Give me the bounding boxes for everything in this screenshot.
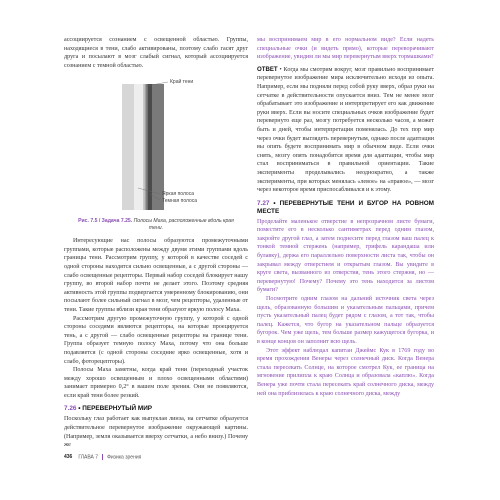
section-number: 7.27 [257, 199, 270, 207]
mach-bands-figure [64, 76, 248, 216]
section-heading [257, 200, 434, 216]
mach-bands-image [64, 76, 248, 216]
label-bright-band: Яркая полоса [162, 191, 194, 198]
footer-divider [102, 454, 103, 460]
answer-paragraph [257, 66, 434, 195]
chapter-label: ГЛАВА 7 [78, 454, 99, 461]
label-shadow-edge: Край тени [170, 79, 194, 86]
answer-label: ОТВЕТ [257, 65, 278, 73]
paragraph: ассоциируется сознанием с освещенной областью. Группы, находящиеся в тени, слабо активированы, поэтому слабо гасят друг друга и посылают в мозг слабый сигнал, который ассоциируется сознанием с темной областью. [64, 37, 248, 69]
section-heading [64, 405, 248, 413]
paragraph: Интересующие нас полосы образуются промежуточными группами, которые расположены между двумя этими группами вдоль границы тени. Рассмотрим группу, у которой в качестве соседей с одной стороны находятся сильно освещенные, а с другой стороны — слабо освещенные рецепторы. Первый набор соседей блокирует нашу группу, во второй набор почти не делает этого. Поэтому средняя активность этой группы подвергается умеренному блокированию, они посылают более сильный сигнал в мозг, чем рецепторы, удаленные от тени. Такие группы вблизи края тени образуют яркую полосу Маха. [64, 238, 248, 313]
problem-paragraph: Этот эффект наблюдал капитан Джеймс Кук в 1769 году во время прохождения Венеры через солнечный диск. Когда Венера стала пересекать Солнце, на которое смотрел Кук, ее граница на мгновение прилипла к краю Солнца и образовала «каплю». Когда Венера уже почти стала пересекать край солнечного диска, между ней она приблизилась к краю солнечного диска, между [257, 347, 434, 397]
left-column [64, 36, 248, 450]
right-column [257, 36, 434, 398]
question-text: мы воспринимаем мир в его нормальном виде? Если надеть специальные очки (и видеть [257, 37, 434, 52]
caption-text: Полосы Маха, расположенные вдоль края тени. [133, 218, 234, 231]
paragraph: Рассмотрим другую промежуточную группу, у которой с одной стороны соседями являются рецепторы, на которые проецируется тень, а с другой — слабо освещенные рецепторы на границе тени. Группа образует темную полосу Маха, потому что она больше подавляется (с одной стороны соседние ярко освещенные, хотя и слабо, фоторецепторы). [64, 315, 248, 365]
problem-paragraph: Посмотрите одним глазом на дальний источник света через щель, образованную большим и указательным пальцами, причем пусть указательный палец будет рядом с глазом, а тот так, чтобы палец. Кажется, что бугор на указательном пальце образуется бугорок. Чем уже щель, тем больше размер кажущегося бугорка, и в конце концов он заполнит всю щель. [257, 296, 434, 345]
paragraph [257, 36, 434, 62]
paragraph: Поскольку глаз работает как выпуклая линза, на сетчатке образуется действительное перевернутое изображение окружающей картины. (Например, земля оказывается вверху сетчатки, а небо внизу.) Почему же [64, 416, 248, 449]
section-title: • ПЕРЕВЕРНУТЫЙ МИР [78, 405, 153, 413]
label-dark-band: Темная полоса [162, 198, 198, 205]
caption-number: Рис. 7.5 / Задача 7.25. [78, 218, 133, 225]
page-number: 436 [64, 454, 73, 461]
section-number: 7.26 [64, 405, 77, 413]
section-title: • ПЕРЕВЕРНУТЫЕ ТЕНИ И БУГОР НА РОВНОМ МЕСТЕ [257, 199, 434, 215]
chapter-title: Физика зрения [107, 454, 142, 461]
problem-paragraph: Проделайте маленькое отверстие в непрозрачном листе бумаги, поместите его в несколько сантиметрах перед одним глазом, закройте другой глаз, а затем поднесите перед глазом ваш палец к тонкой темной стержень (например, грифель карандаша или булавку), держа его параллельно поверхности листа так, чтобы он закрывал между отверстием и открытым глазом. Вы увидите в круге света, вызванного из отверстия, тень этого стержня, но — перевернутую! Почему? Почему это тень находится за листом бумаги? [257, 218, 434, 294]
paragraph: Полосы Маха заметны, когда край тени (переходный участок между хорошо освещенным и плохо освещенными областями) занимает примерно 0,2° в вашем поле зрения. Они не появляются, если край тени более резкий. [64, 367, 248, 399]
figure-caption [64, 218, 248, 231]
page-footer [64, 454, 444, 462]
answer-text: • Когда мы смотрим вокруг, мозг правильно воспринимает перевернутое изображение мира исключительно исходя из опыта. Например, если мы подняли перед собой руку вверх, образ руки на сетчатке в действительности опускается вниз. Тем не менее мозг обрабатывает это изображение и интерпретирует его как движение руки вверх. Если вы носите специальных очков изображение будет перевернуто еще раз, мозгу потребуется несколько часов, а может быть и дней, чтобы интерпретация поменялась. До тех пор мир через очки будет выглядеть перевернутым, однако после адаптации вы опять будете воспринимать мир в обычном виде. Если очки снять, мозгу опять понадобится время для адаптации, чтобы мир стал восприниматься в правильной ориентации. Такие эксперименты проделывались неоднократно, а также эксперименты, при которых менялась «левое» на «правое», — мозг через некоторое время приспосабливался и к этому. [257, 66, 435, 194]
question-text: прямо), которые переворачивают изображение, увидим ли мы мир перевернутым вверх тормашками? [257, 45, 435, 61]
